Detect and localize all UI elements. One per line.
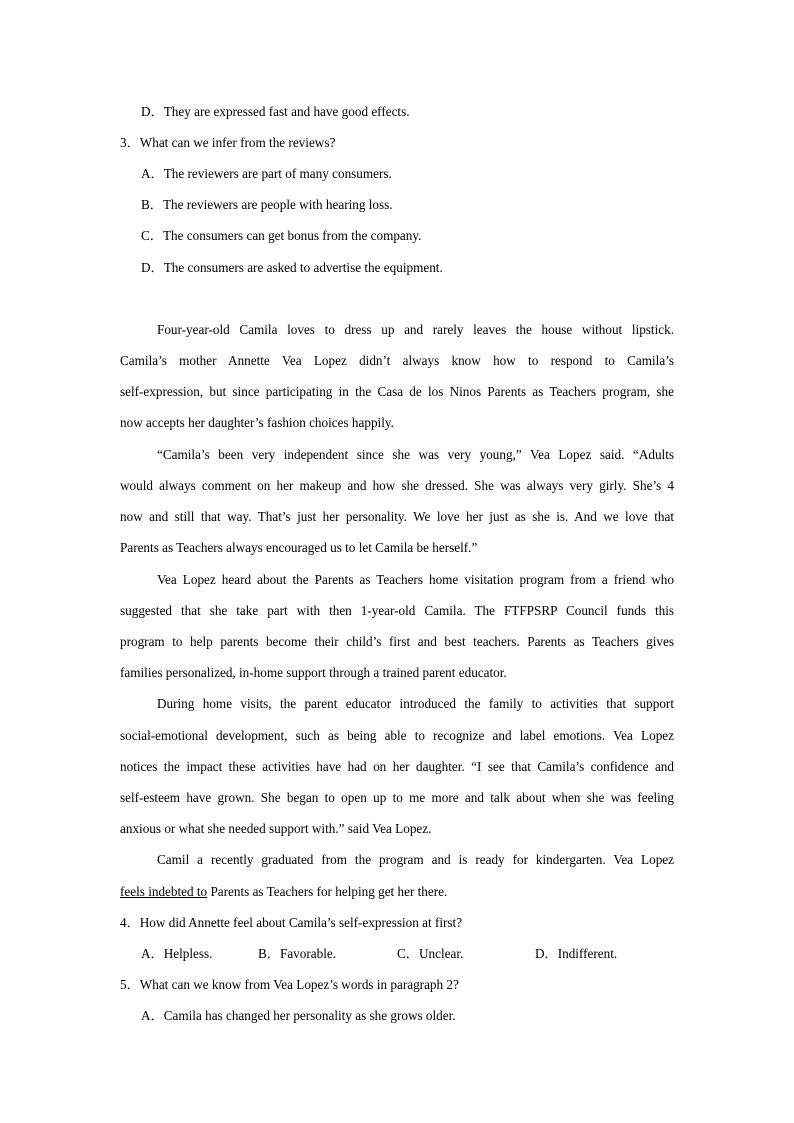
q4-option-a: A．Helpless. — [141, 946, 213, 961]
passage-p4-line: social-emotional development, such as being able to recognize and label emotions. Vea Lopez — [120, 728, 674, 743]
passage-p5-line — [120, 884, 674, 900]
passage-p5-line: Camil a recently graduated from the program and is ready for kindergarten. Vea Lopez — [157, 852, 674, 867]
passage-p3-line: Vea Lopez heard about the Parents as Teachers home visitation program from a friend who — [157, 572, 674, 587]
q3-option-b: B．The reviewers are people with hearing loss. — [141, 197, 393, 212]
passage-p3-line: program to help parents become their child’s first and best teachers. Parents as Teachers gives — [120, 634, 674, 649]
q4-option-d: D．Indifferent. — [535, 946, 618, 961]
passage-p4-line: self-esteem have grown. She began to open up to me more and talk about when she was feeling — [120, 790, 674, 805]
q3-stem: 3．What can we infer from the reviews? — [120, 135, 336, 150]
q5-option-a: A．Camila has changed her personality as she grows older. — [141, 1008, 456, 1023]
passage-p2-line: Parents as Teachers always encouraged us to let Camila be herself.” — [120, 540, 478, 555]
passage-p2-line: now and still that way. That’s just her personality. We love her just as she is. And we love that — [120, 509, 674, 524]
passage-p3-line: suggested that she take part with then 1-year-old Camila. The FTFPSRP Council funds this — [120, 603, 674, 618]
passage-p1-line: Camila’s mother Annette Vea Lopez didn’t always know how to respond to Camila’s — [120, 353, 674, 368]
q4-option-b: B．Favorable. — [258, 946, 337, 961]
passage-p3-line: families personalized, in-home support through a trained parent educator. — [120, 665, 507, 680]
underlined-phrase: feels indebted to — [120, 884, 208, 899]
passage-p2-line: “Camila’s been very independent since she was very young,” Vea Lopez said. “Adults — [157, 447, 674, 462]
passage-p5-rest: Parents as Teachers for helping get her there. — [207, 884, 448, 899]
passage-p2-line: would always comment on her makeup and how she dressed. She was always very girly. She’s 4 — [120, 478, 674, 493]
q3-option-d: D．The consumers are asked to advertise the equipment. — [141, 260, 443, 275]
q2-option-d: D．They are expressed fast and have good effects. — [141, 104, 410, 119]
passage-p1-line: now accepts her daughter’s fashion choices happily. — [120, 415, 394, 430]
passage-p4-line: anxious or what she needed support with.” said Vea Lopez. — [120, 821, 432, 836]
q4-stem: 4．How did Annette feel about Camila’s self-expression at first? — [120, 915, 463, 930]
q4-option-c: C．Unclear. — [397, 946, 464, 961]
q3-option-c: C．The consumers can get bonus from the company. — [141, 228, 422, 243]
q5-stem: 5．What can we know from Vea Lopez’s words in paragraph 2? — [120, 977, 459, 992]
passage-p1-line: self-expression, but since participating in the Casa de los Ninos Parents as Teachers program, she — [120, 384, 674, 399]
passage-p4-line: notices the impact these activities have had on her daughter. “I see that Camila’s confidence and — [120, 759, 674, 774]
q3-option-a: A．The reviewers are part of many consumers. — [141, 166, 392, 181]
passage-p1-line: Four-year-old Camila loves to dress up and rarely leaves the house without lipstick. — [157, 322, 674, 337]
passage-p4-line: During home visits, the parent educator introduced the family to activities that support — [157, 696, 674, 711]
